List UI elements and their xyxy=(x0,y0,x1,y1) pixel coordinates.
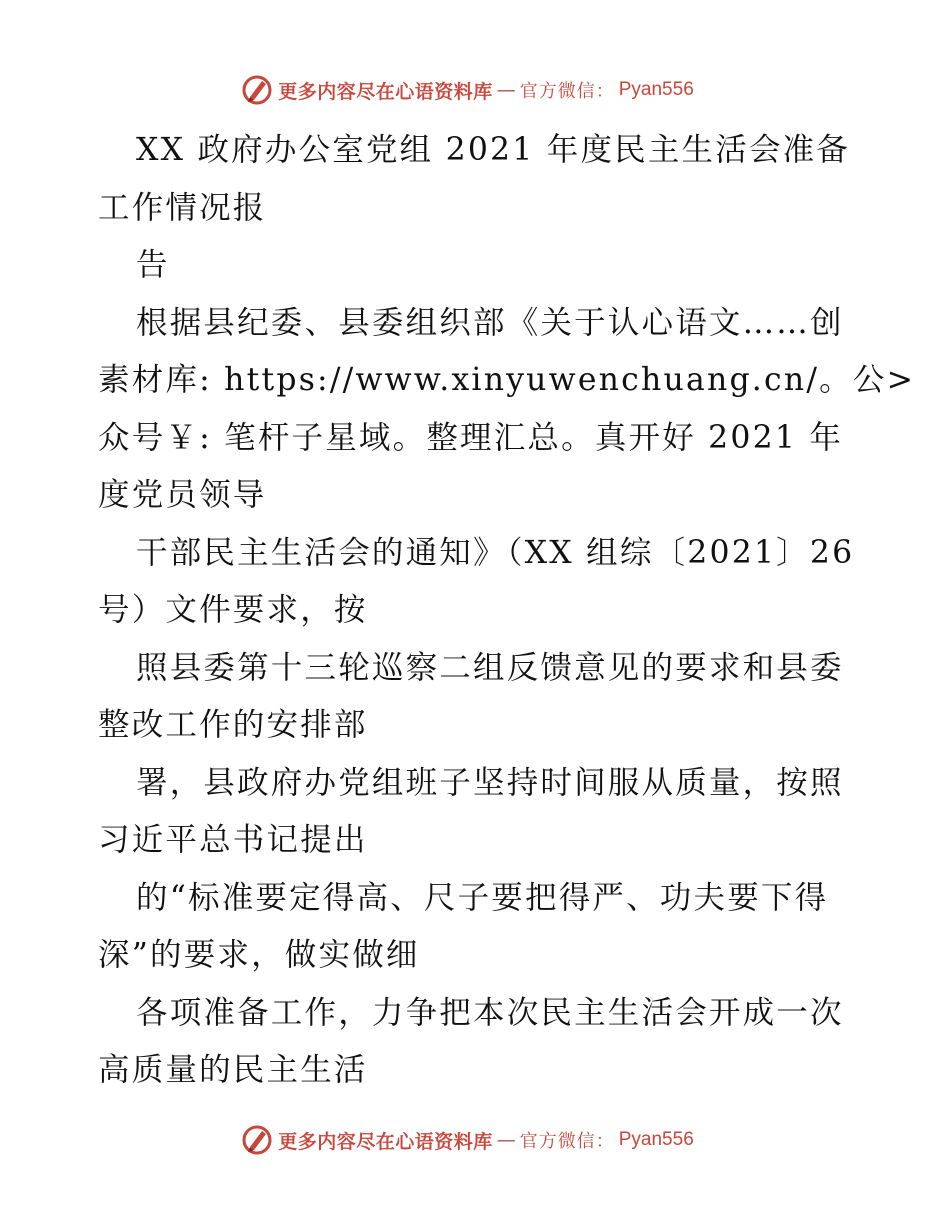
pen-logo-icon xyxy=(240,73,274,107)
text-line: 根据县纪委、县委组织部《关于认心语文……创 xyxy=(136,304,844,341)
text-line: 各项准备工作，力争把本次民主生活会开成一次 xyxy=(136,994,844,1031)
text-line: 高质量的民主生活 xyxy=(98,1052,368,1088)
text-line: 素材库: https://www.xinyuwenchuang.cn/。公> xyxy=(98,362,916,398)
header-banner xyxy=(0,70,950,110)
footer-banner xyxy=(0,1120,950,1160)
text-line: 的“标准要定得高、尺子要把得严、功夫要下得 xyxy=(136,879,829,916)
banner-content xyxy=(240,1123,694,1157)
banner-wechat-label: 官方微信： xyxy=(519,1131,615,1152)
text-line: 署，县政府办党组班子坚持时间服从质量，按照 xyxy=(136,764,844,801)
text-line: 干部民主生活会的通知》（XX 组综〔2021〕26 xyxy=(136,534,855,571)
banner-dash: — xyxy=(496,1129,516,1151)
banner-dash: — xyxy=(496,79,516,101)
text-line: 告 xyxy=(136,247,170,283)
banner-wechat-id: Pyan556 xyxy=(618,79,694,100)
text-line: 照县委第十三轮巡察二组反馈意见的要求和县委 xyxy=(136,649,844,686)
text-line: 号）文件要求，按 xyxy=(98,592,368,628)
text-line: 众号￥: 笔杆子星域。整理汇总。真开好 2021 年 xyxy=(98,419,844,456)
pen-logo-icon xyxy=(240,1123,274,1157)
text-line: 深”的要求，做实做细 xyxy=(98,937,420,973)
text-line: 工作情况报 xyxy=(98,189,267,226)
banner-content xyxy=(240,73,694,107)
text-line: 度党员领导 xyxy=(98,477,267,513)
banner-wechat-id: Pyan556 xyxy=(618,1129,694,1150)
text-line: 习近平总书记提出 xyxy=(98,822,368,858)
text-line: XX 政府办公室党组 2021 年度民主生活会准备 xyxy=(136,132,851,168)
document-body xyxy=(98,122,916,1100)
banner-main-text: 更多内容尽在心语资料库 xyxy=(278,80,493,103)
banner-wechat-label: 官方微信： xyxy=(519,81,615,102)
banner-main-text: 更多内容尽在心语资料库 xyxy=(278,1130,493,1153)
text-line: 整改工作的安排部 xyxy=(98,707,368,743)
